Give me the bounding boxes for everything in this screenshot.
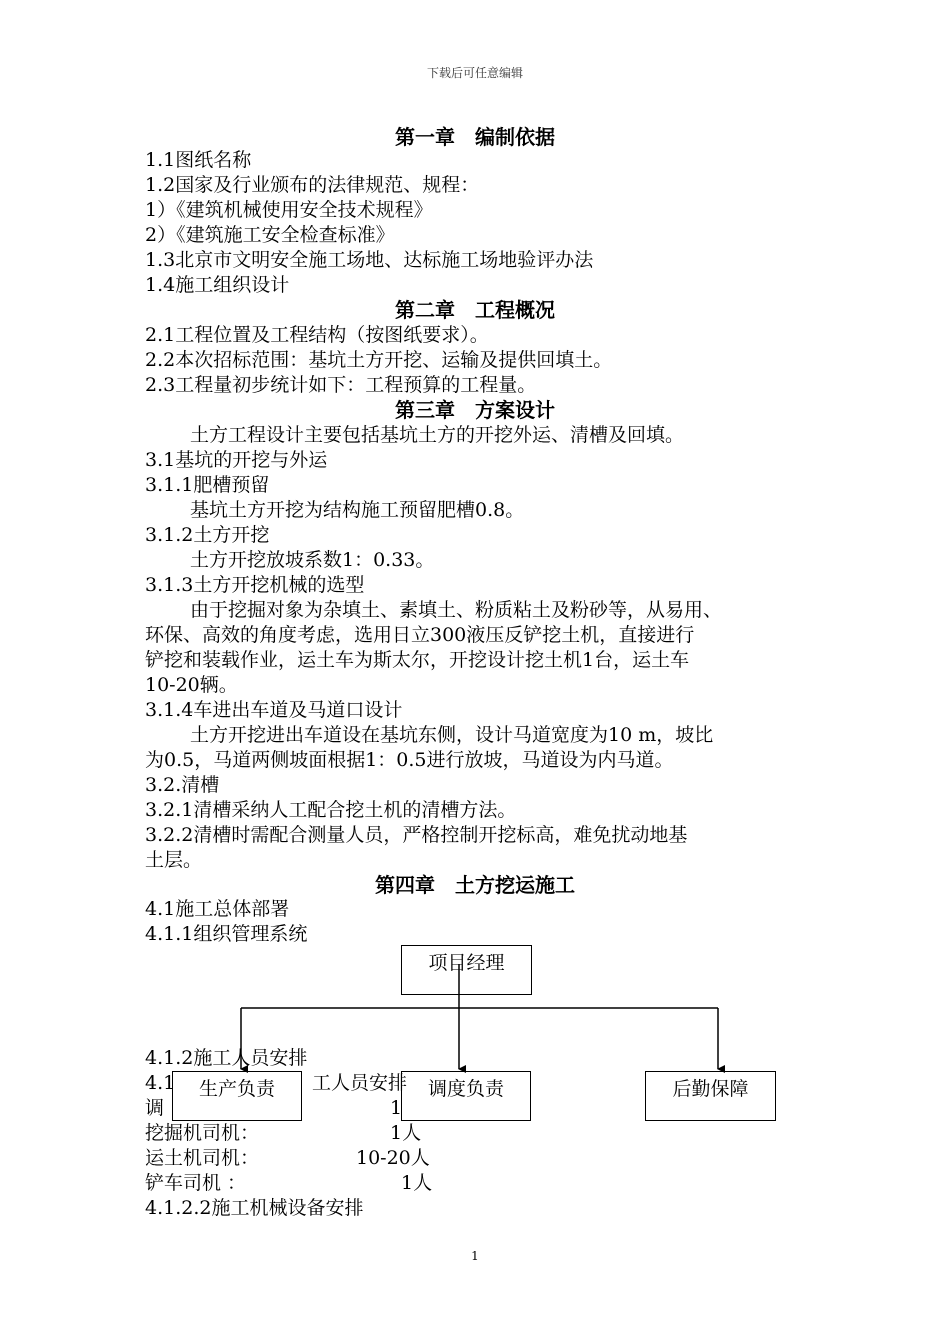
staff-count-2: 1人 (390, 1122, 422, 1144)
org-box-project-manager: 项目经理 (401, 945, 532, 995)
section-3-2-1: 3.2.1清槽采纳人工配合挖土机的清槽方法。 (145, 799, 517, 821)
section-3-1-3-line-4: 10-20辆。 (145, 674, 238, 696)
ch1-line-5: 1.3北京市文明安全施工场地、达标施工场地验评办法 (145, 249, 594, 271)
chapter-3-title: 第三章 方案设计 (395, 398, 555, 422)
section-3-1-3-line-1: 由于挖掘对象为杂填土、素填土、粉质粘土及粉砂等，从易用、 (190, 599, 723, 621)
ch2-line-2: 2.2本次招标范围：基坑土方开挖、运输及提供回填土。 (145, 349, 613, 371)
section-3-2: 3.2.清槽 (145, 774, 220, 796)
staff-count-4: 1人 (401, 1172, 433, 1194)
ch2-line-3: 2.3工程量初步统计如下：工程预算的工程量。 (145, 374, 537, 396)
page-number: 1 (471, 1249, 479, 1263)
section-4-1-2-2: 4.1.2.2施工机械设备安排 (145, 1197, 364, 1219)
section-3-1-3-line-3: 铲挖和装载作业，运土车为斯太尔，开挖设计挖土机1台，运土车 (145, 649, 690, 671)
page-header: 下载后可任意编辑 (426, 66, 523, 80)
section-3-1-4-line-2: 为0.5，马道两侧坡面根据1：0.5进行放坡，马道设为内马道。 (145, 749, 674, 771)
ch2-line-1: 2.1工程位置及工程结构（按图纸要求）。 (145, 324, 489, 346)
staff-count-3: 10-20人 (356, 1147, 430, 1169)
section-3-1-4: 3.1.4车进出车道及马道口设计 (145, 699, 403, 721)
org-box-dispatch: 调度负责 (401, 1071, 531, 1121)
section-3-1-1-text: 基坑土方开挖为结构施工预留肥槽0.8。 (190, 499, 525, 521)
section-3-1: 3.1基坑的开挖与外运 (145, 449, 328, 471)
section-3-1-4-line-1: 土方开挖进出车道设在基坑东侧，设计马道宽度为10 m，坡比 (190, 724, 714, 746)
section-3-1-1: 3.1.1肥槽预留 (145, 474, 270, 496)
section-4-1: 4.1施工总体部署 (145, 898, 290, 920)
section-3-2-2-line-2: 土层。 (145, 849, 203, 871)
ch1-line-1: 1.1图纸名称 (145, 149, 252, 171)
staff-role-4: 铲车司机 ： (145, 1172, 247, 1194)
chapter-4-title: 第四章 土方挖运施工 (375, 873, 575, 897)
section-4-1-1: 4.1.1组织管理系统 (145, 923, 308, 945)
section-3-1-3: 3.1.3土方开挖机械的选型 (145, 574, 365, 596)
section-4-1-2-1-suffix: 工人员安排 (312, 1072, 408, 1094)
section-4-1-2-1-prefix: 4.1 (145, 1072, 176, 1094)
ch1-line-2: 1.2国家及行业颁布的法律规范、规程： (145, 174, 480, 196)
ch3-intro: 土方工程设计主要包括基坑土方的开挖外运、清槽及回填。 (190, 424, 685, 446)
section-4-1-2: 4.1.2施工人员安排 (145, 1047, 308, 1069)
ch1-line-4: 2）《建筑施工安全检查标准》 (145, 224, 395, 246)
ch1-line-6: 1.4施工组织设计 (145, 274, 290, 296)
section-3-2-2-line-1: 3.2.2清槽时需配合测量人员，严格控制开挖标高，难免扰动地基 (145, 824, 688, 846)
section-3-1-2-text: 土方开挖放坡系数1：0.33。 (190, 549, 435, 571)
section-3-1-3-line-2: 环保、高效的角度考虑，选用日立300液压反铲挖土机，直接进行 (145, 624, 695, 646)
staff-role-1: 调 (145, 1097, 165, 1119)
staff-role-3: 运土机司机： (145, 1147, 260, 1169)
chapter-2-title: 第二章 工程概况 (395, 298, 555, 322)
ch1-line-3: 1）《建筑机械使用安全技术规程》 (145, 199, 433, 221)
chapter-1-title: 第一章 编制依据 (395, 125, 555, 149)
org-box-logistics: 后勤保障 (645, 1071, 776, 1121)
section-3-1-2: 3.1.2土方开挖 (145, 524, 270, 546)
org-box-production: 生产负责 (172, 1071, 302, 1121)
staff-role-2: 挖掘机司机： (145, 1122, 260, 1144)
staff-count-1: 1 (390, 1097, 403, 1119)
